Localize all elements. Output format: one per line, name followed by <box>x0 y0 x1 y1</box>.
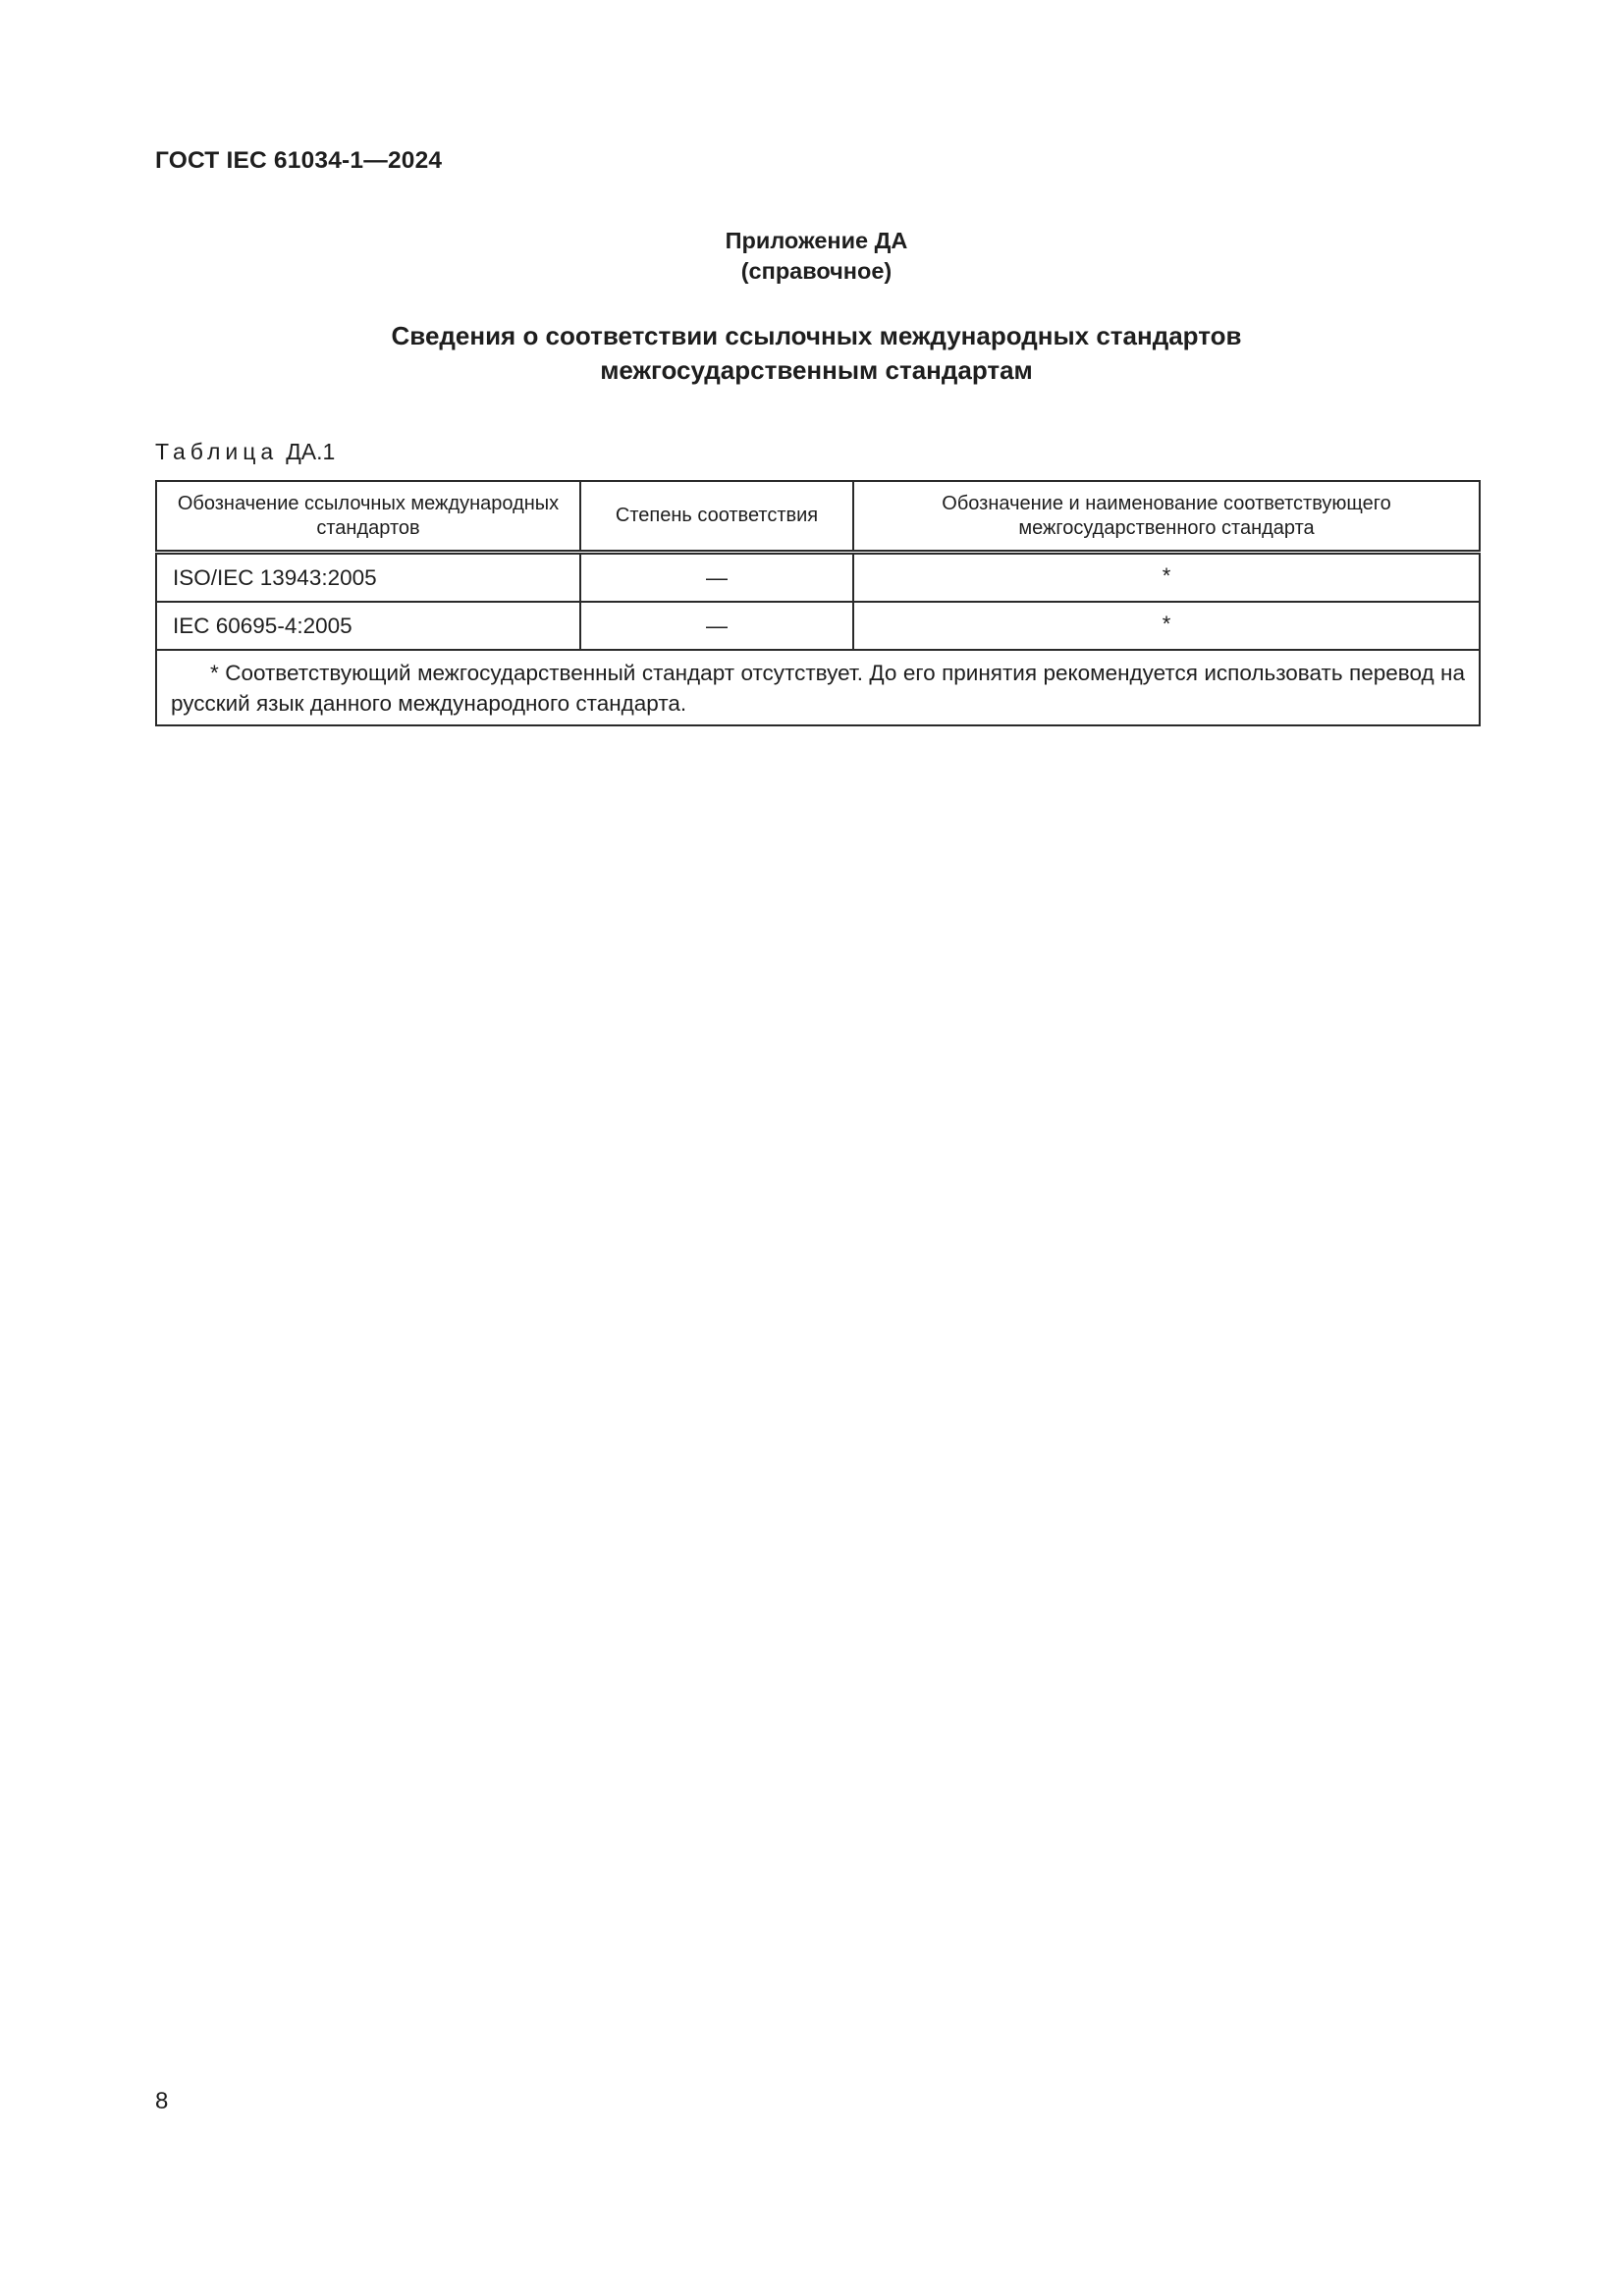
cell-degree: — <box>580 602 853 650</box>
section-heading-line-1: Сведения о соответствии ссылочных международных стандартов <box>391 321 1242 350</box>
cell-interstate-standard: * <box>853 553 1480 603</box>
cell-degree: — <box>580 553 853 603</box>
table-row <box>156 602 1480 650</box>
cell-interstate-standard: * <box>853 602 1480 650</box>
annex-title: Приложение ДА <box>725 228 908 253</box>
table-row <box>156 553 1480 603</box>
annex-kind: (справочное) <box>740 258 893 284</box>
cell-standard: IEC 60695-4:2005 <box>156 602 580 650</box>
section-heading <box>0 319 1624 388</box>
page-number: 8 <box>155 2088 169 2114</box>
table-caption-id: ДА.1 <box>286 439 336 464</box>
section-heading-line-2: межгосударственным стандартам <box>600 355 1033 385</box>
table-footnote-row <box>156 650 1480 725</box>
cell-standard: ISO/IEC 13943:2005 <box>156 553 580 603</box>
table-header-row <box>156 481 1480 553</box>
document-designation: ГОСТ IEC 61034-1—2024 <box>155 147 443 174</box>
table-caption-word: Таблица <box>155 439 279 464</box>
column-header-international-standard: Обозначение ссылочных международных стандартов <box>156 481 580 553</box>
table-caption <box>155 439 335 465</box>
table-footnote: * Соответствующий межгосударственный стандарт отсутствует. До его принятия рекомендуется использовать перевод на русский язык данного международного стандарта. <box>156 650 1480 725</box>
correspondence-table <box>155 480 1481 726</box>
column-header-degree-of-correspondence: Степень соответствия <box>580 481 853 553</box>
column-header-interstate-standard: Обозначение и наименование соответствующего межгосударственного стандарта <box>853 481 1480 553</box>
